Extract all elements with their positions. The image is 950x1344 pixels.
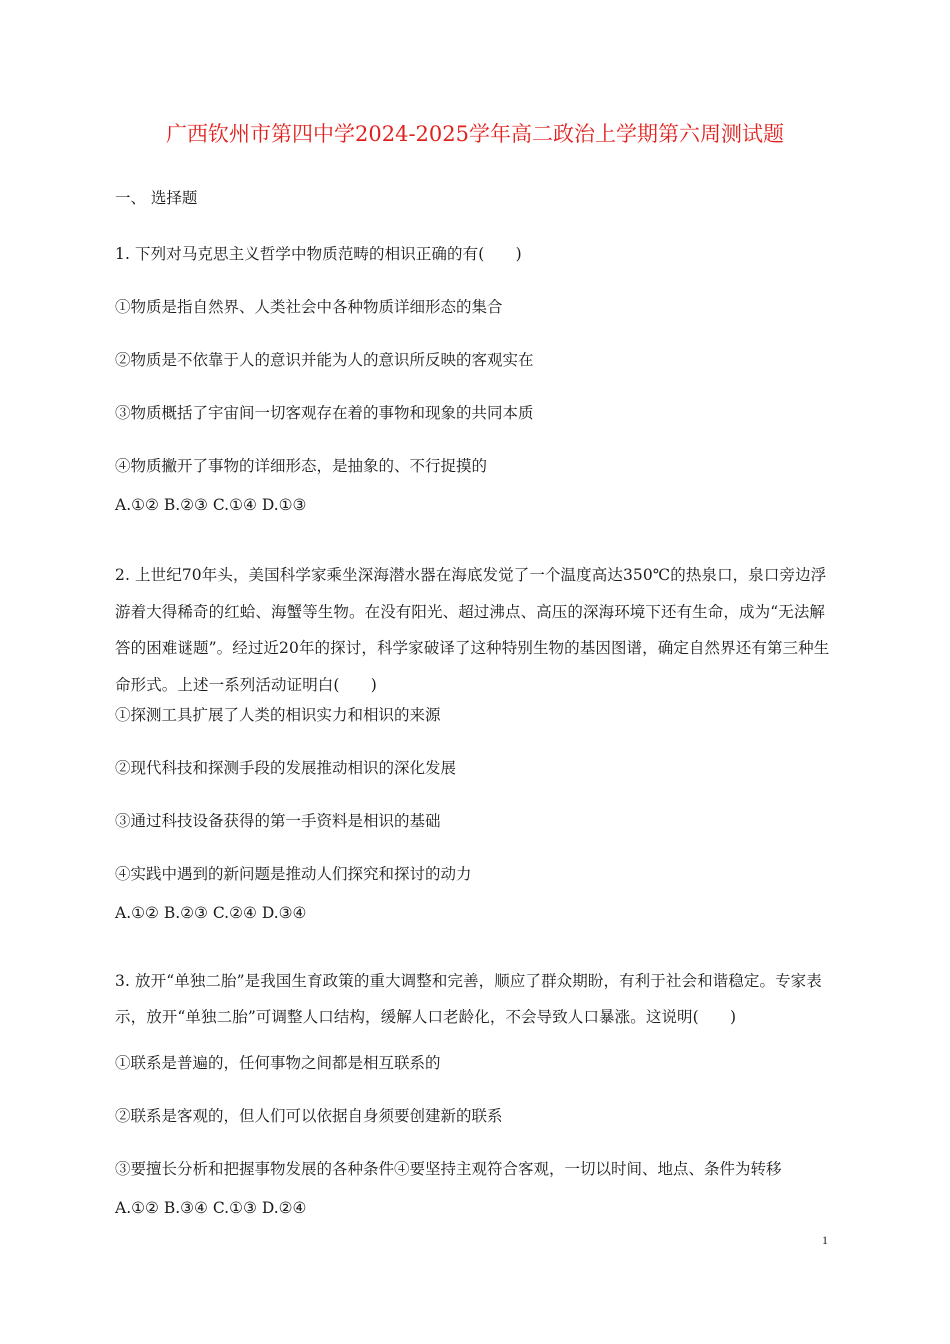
question-stem: 3. 放开“单独二胎”是我国生育政策的重大调整和完善，顺应了群众期盼，有利于社会和谐稳定。专家表示，放开“单独二胎”可调整人口结构，缓解人口老龄化，不会导致人口暴涨。这说明( ) — [115, 972, 822, 1026]
question-2 — [115, 557, 837, 949]
question-1 — [115, 238, 837, 541]
option-2: ②联系是客观的，但人们可以依据自身须要创建新的联系 — [115, 1107, 503, 1125]
option-4: ④实践中遇到的新问题是推动人们探究和探讨的动力 — [115, 865, 472, 883]
option-2: ②现代科技和探测手段的发展推动相识的深化发展 — [115, 759, 457, 777]
answer-choices: A.①② B.②③ C.②④ D.③④ — [115, 904, 307, 922]
option-3: ③物质概括了宇宙间一切客观存在着的事物和现象的共同本质 — [115, 404, 534, 422]
answer-choices: A.①② B.②③ C.①④ D.①③ — [115, 496, 307, 514]
option-3: ③通过科技设备获得的第一手资料是相识的基础 — [115, 812, 441, 830]
question-stem: 1. 下列对马克思主义哲学中物质范畴的相识正确的有( ) — [115, 245, 522, 263]
document-title: 广西钦州市第四中学2024-2025学年高二政治上学期第六周测试题 — [166, 122, 784, 146]
section-heading: 一、 选择题 — [115, 189, 198, 207]
option-1: ①联系是普遍的，任何事物之间都是相互联系的 — [115, 1054, 441, 1072]
question-list — [115, 238, 837, 1266]
option-3: ③要擅长分析和把握事物发展的各种条件④要坚持主观符合客观，一切以时间、地点、条件为转移 — [115, 1160, 782, 1178]
question-3 — [115, 963, 837, 1244]
option-1: ①物质是指自然界、人类社会中各种物质详细形态的集合 — [115, 298, 503, 316]
question-stem: 2. 上世纪70年头，美国科学家乘坐深海潜水器在海底发觉了一个温度高达350℃的热泉口，泉口旁边浮游着大得稀奇的红蛤、海蟹等生物。在没有阳光、超过沸点、高压的深海环境下还有生命，成为“无法解答的困难谜题”。经过近20年的探讨，科学家破译了这种特别生物的基因图谱，确定自然界还有第三种生命形式。上述一系列活动证明白( ) — [115, 566, 830, 694]
option-4: ④物质撇开了事物的详细形态，是抽象的、不行捉摸的 — [115, 457, 488, 475]
option-1: ①探测工具扩展了人类的相识实力和相识的来源 — [115, 706, 441, 724]
option-2: ②物质是不依靠于人的意识并能为人的意识所反映的客观实在 — [115, 351, 534, 369]
answer-choices: A.①② B.③④ C.①③ D.②④ — [115, 1199, 307, 1217]
page-number: 1 — [822, 1233, 828, 1247]
